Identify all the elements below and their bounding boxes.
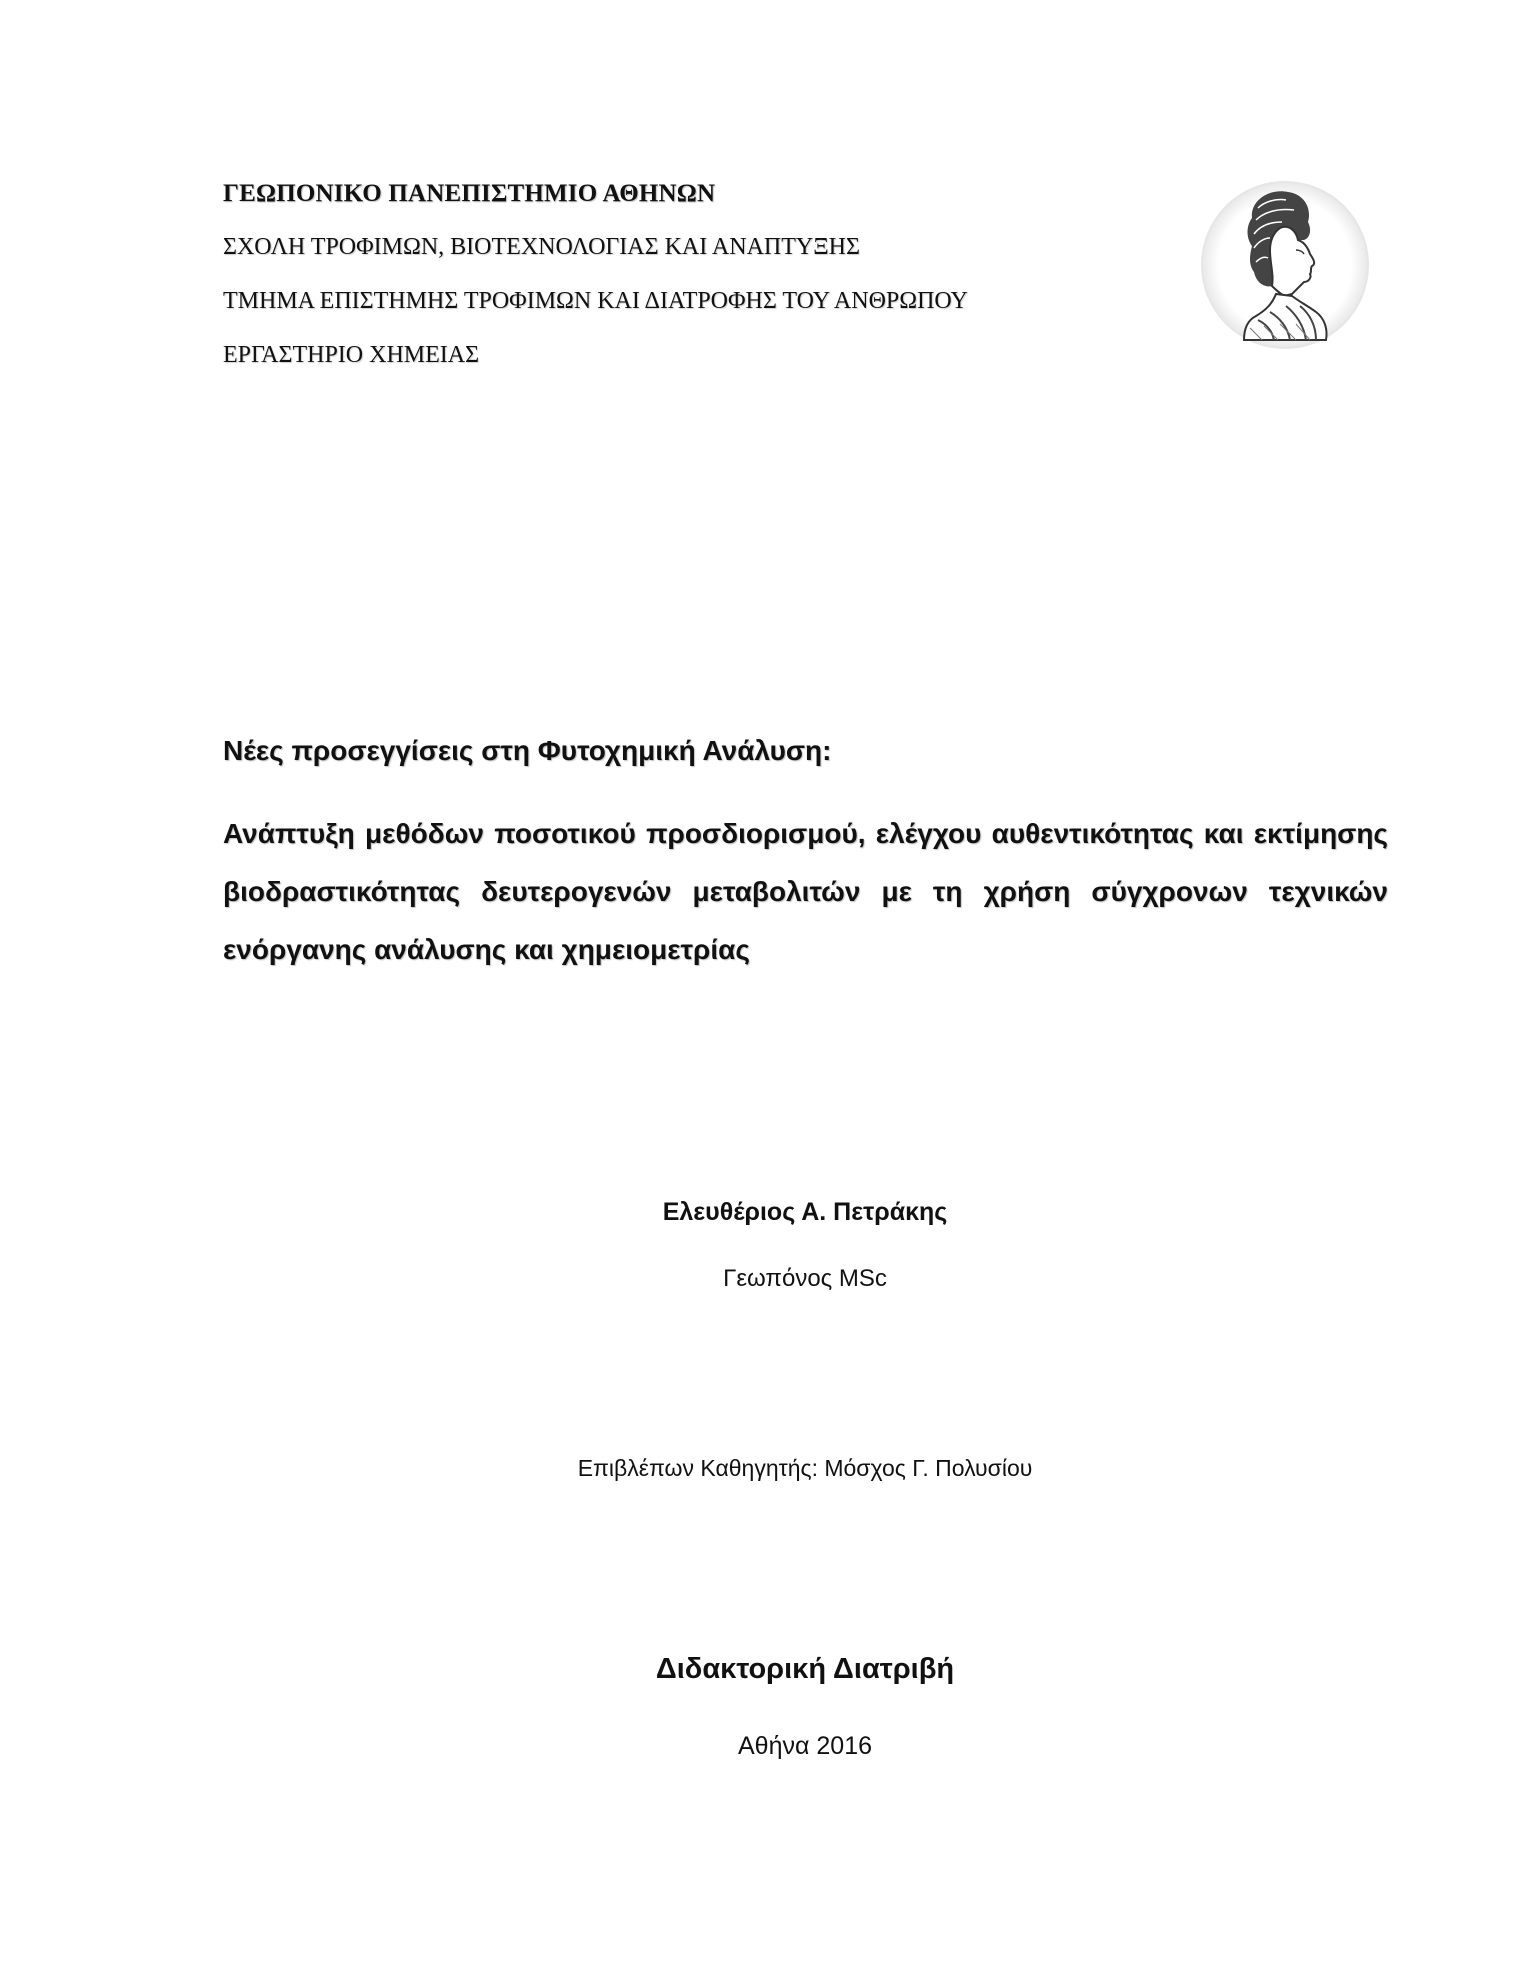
school-name: ΣΧΟΛΗ ΤΡΟΦΙΜΩΝ, ΒΙΟΤΕΧΝΟΛΟΓΙΑΣ ΚΑΙ ΑΝΑΠΤΥΞΗΣ <box>223 234 860 260</box>
author-degree: Γεωπόνος MSc <box>723 1265 887 1292</box>
university-name: ΓΕΩΠΟΝΙΚΟ ΠΑΝΕΠΙΣΤΗΜΙΟ ΑΘΗΝΩΝ <box>223 180 716 207</box>
thesis-type: Διδακτορική Διατριβή <box>655 1653 955 1685</box>
laboratory-name: ΕΡΓΑΣΤΗΡΙΟ ΧΗΜΕΙΑΣ <box>223 342 480 368</box>
department-name: ΤΜΗΜΑ ΕΠΙΣΤΗΜΗΣ ΤΡΟΦΙΜΩΝ ΚΑΙ ΔΙΑΤΡΟΦΗΣ ΤΟΥ ΑΝΘΡΩΠΟΥ <box>223 288 968 314</box>
author-name: Ελευθέριος Α. Πετράκης <box>662 1198 948 1226</box>
place-date: Αθήνα 2016 <box>738 1732 872 1760</box>
thesis-title: Νέες προσεγγίσεις στη Φυτοχημική Ανάλυση: <box>223 735 832 766</box>
supervisor-line: Επιβλέπων Καθηγητής: Μόσχος Γ. Πολυσίου <box>577 1455 1033 1481</box>
thesis-title-block <box>223 735 1388 979</box>
institution-header <box>223 180 1173 396</box>
university-emblem-icon <box>1200 178 1370 353</box>
thesis-subtitle: Ανάπτυξη μεθόδων ποσοτικού προσδιορισμού, ελέγχου αυθεντικότητας και εκτίμησης βιοδραστικότητας δευτερογενών μεταβολιτών με τη χρήση σύγχρονων τεχνικών ενόργανης ανάλυσης και χημειομετρίας <box>223 818 1388 965</box>
